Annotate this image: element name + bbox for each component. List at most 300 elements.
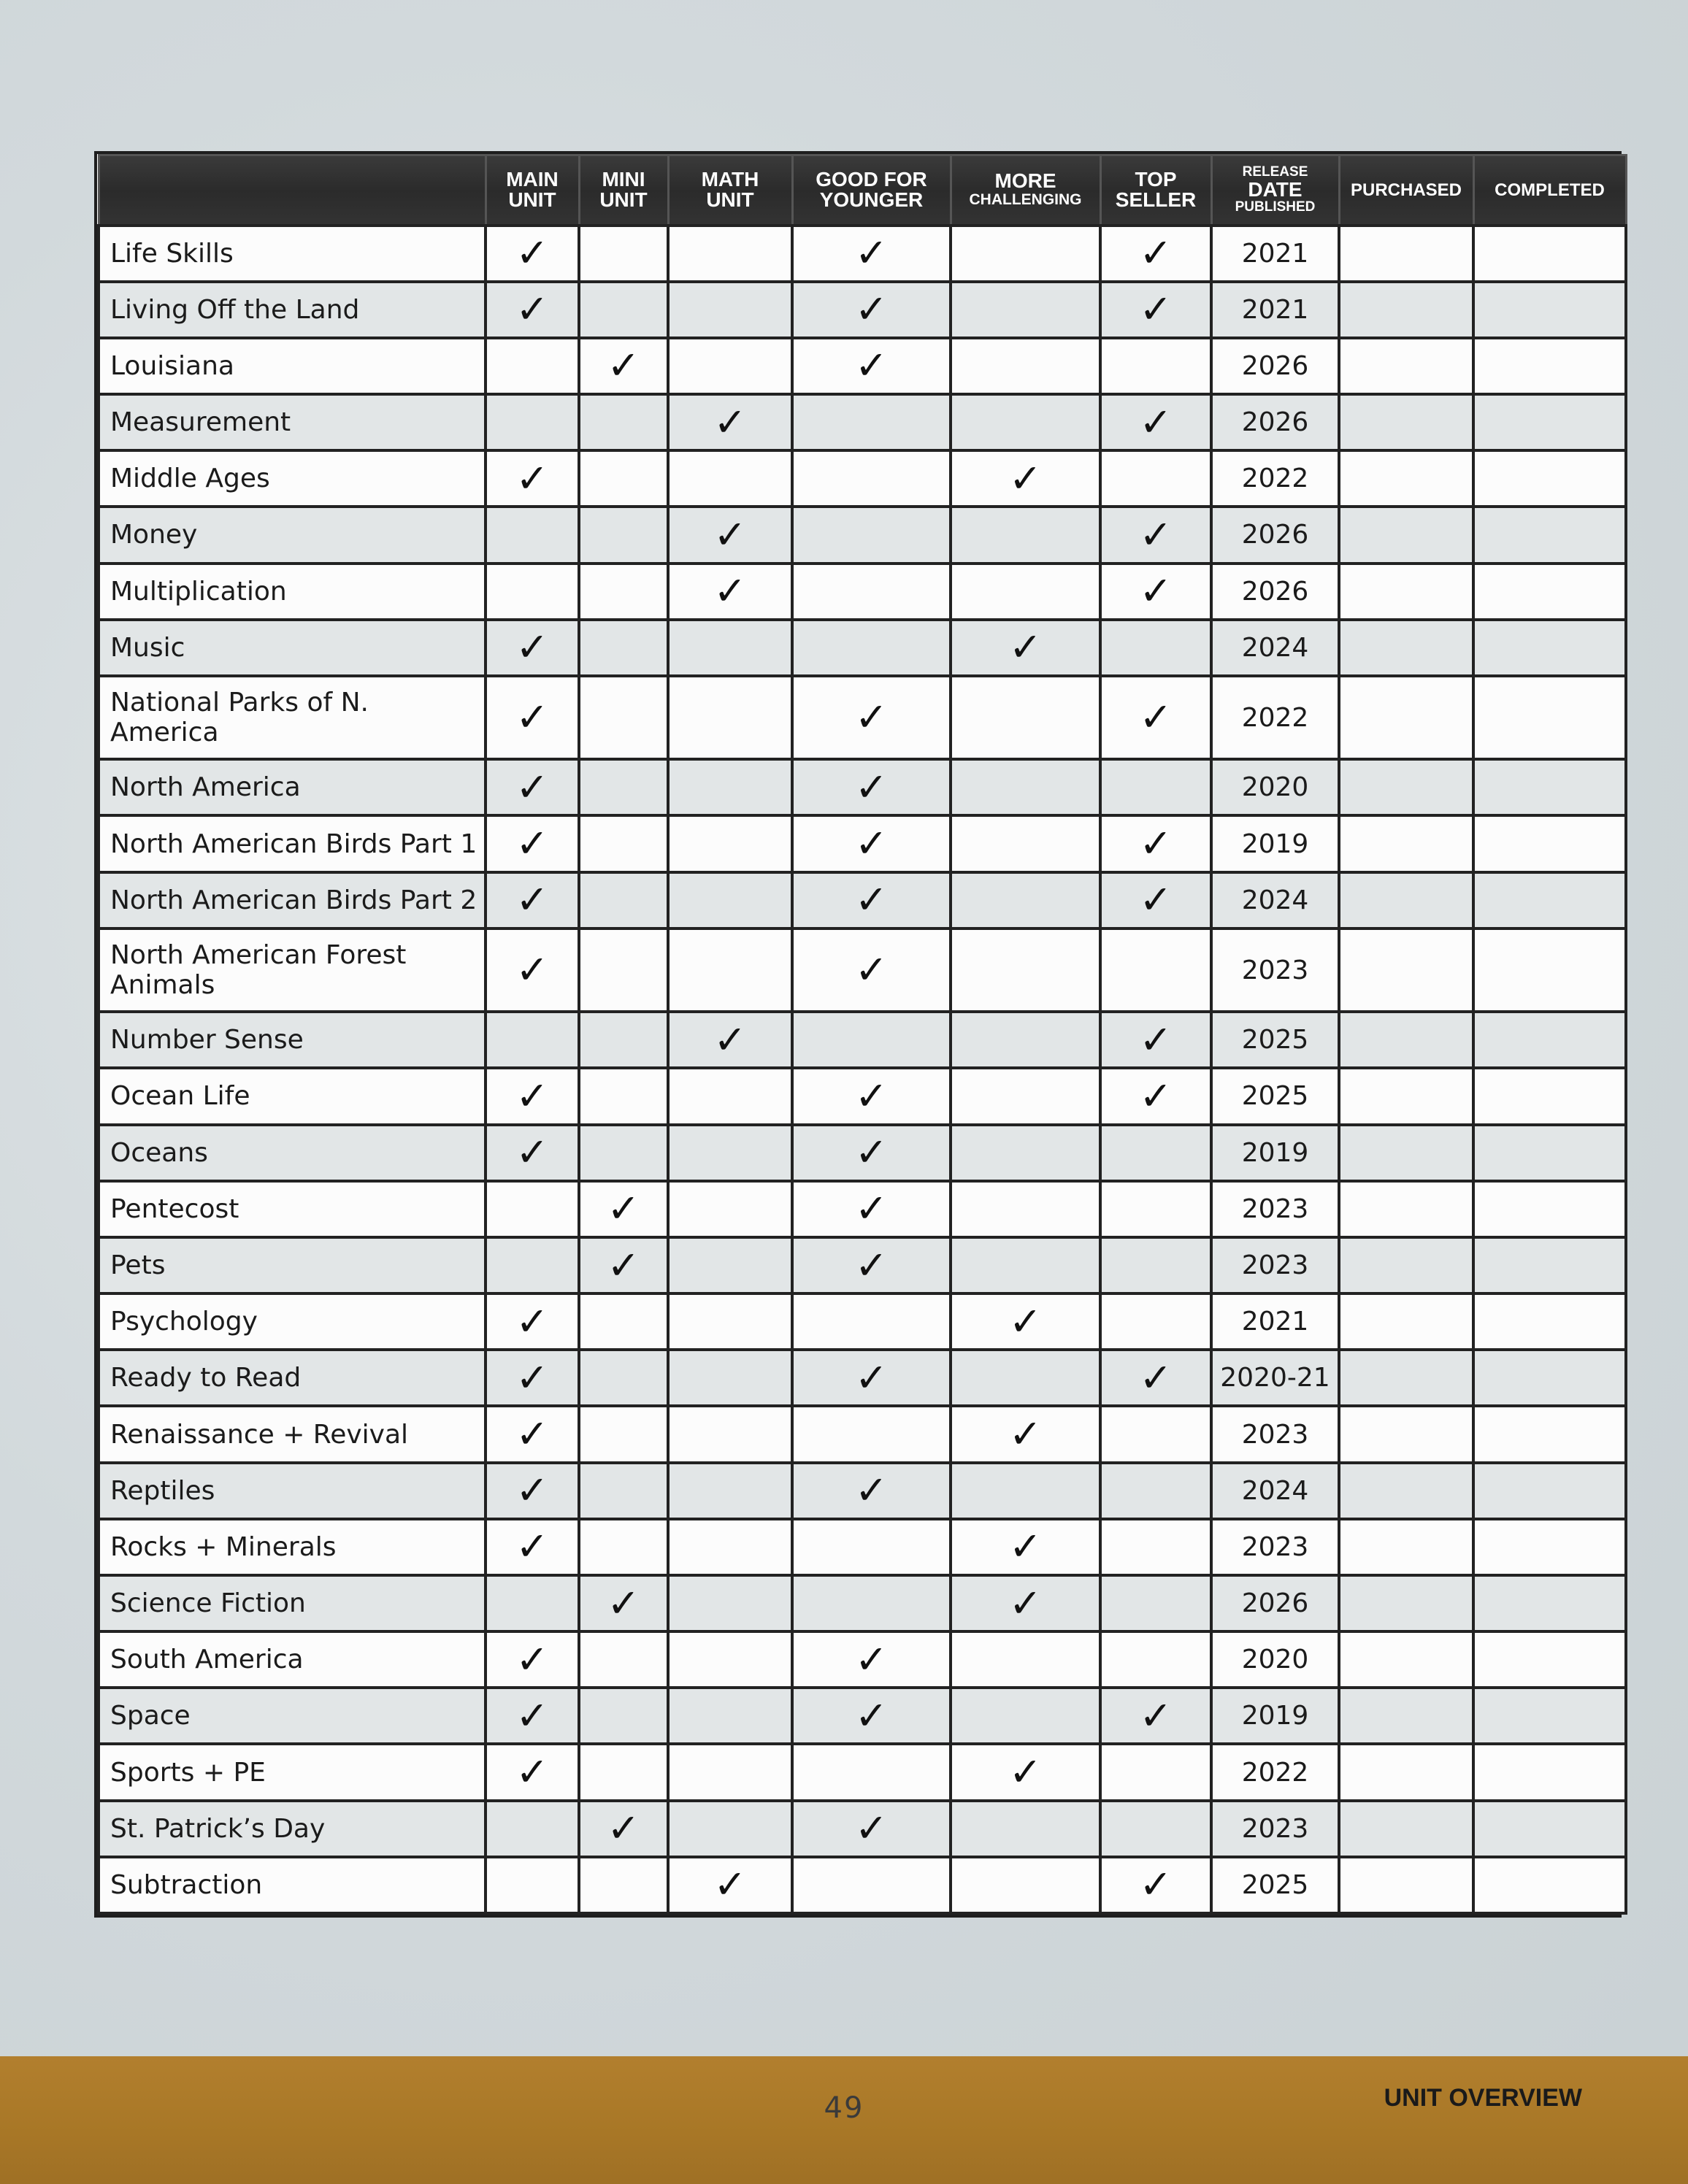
completed-checkbox-cell[interactable] [1473, 564, 1626, 620]
younger-cell [792, 1857, 951, 1913]
purchased-checkbox-cell[interactable] [1339, 282, 1473, 338]
table-row [99, 564, 1626, 620]
checkmark-icon: ✓ [1139, 399, 1173, 445]
math-cell [668, 1012, 792, 1068]
mini-cell [579, 1125, 668, 1181]
completed-checkbox-cell[interactable] [1473, 1744, 1626, 1800]
table-row [99, 282, 1626, 338]
unit-name-cell: Measurement [99, 394, 486, 450]
math-cell [668, 450, 792, 507]
checkmark-icon: ✓ [854, 342, 889, 389]
unit-name-cell: Life Skills [99, 226, 486, 282]
checkmark-icon: ✓ [854, 1692, 889, 1739]
challenging-cell [951, 676, 1100, 759]
mini-cell [579, 928, 668, 1012]
release-date-cell: 2026 [1211, 338, 1339, 394]
top-cell [1100, 226, 1211, 282]
unit-name-cell: Science Fiction [99, 1575, 486, 1631]
completed-checkbox-cell[interactable] [1473, 928, 1626, 1012]
top-cell [1100, 1519, 1211, 1575]
completed-checkbox-cell[interactable] [1473, 1406, 1626, 1462]
younger-cell [792, 564, 951, 620]
checkmark-icon: ✓ [515, 286, 549, 333]
checkmark-icon: ✓ [1139, 1072, 1173, 1119]
top-cell [1100, 1068, 1211, 1124]
unit-table [97, 154, 1627, 1915]
younger-cell [792, 928, 951, 1012]
purchased-checkbox-cell[interactable] [1339, 1857, 1473, 1913]
mini-cell [579, 1688, 668, 1744]
younger-cell [792, 507, 951, 563]
purchased-checkbox-cell[interactable] [1339, 1237, 1473, 1293]
checkmark-icon: ✓ [1139, 1016, 1173, 1063]
table-row [99, 1688, 1626, 1744]
challenging-cell [951, 1519, 1100, 1575]
mini-cell [579, 1575, 668, 1631]
younger-cell [792, 1293, 951, 1350]
younger-cell [792, 872, 951, 928]
math-cell [668, 676, 792, 759]
top-cell [1100, 1575, 1211, 1631]
main-cell [486, 872, 579, 928]
challenging-cell [951, 282, 1100, 338]
release-date-cell: 2025 [1211, 1012, 1339, 1068]
younger-cell [792, 1463, 951, 1519]
checkmark-icon: ✓ [607, 1185, 640, 1232]
completed-checkbox-cell[interactable] [1473, 1519, 1626, 1575]
release-date-cell: 2023 [1211, 1519, 1339, 1575]
purchased-checkbox-cell[interactable] [1339, 872, 1473, 928]
challenging-cell [951, 620, 1100, 676]
checkmark-icon: ✓ [713, 568, 747, 615]
checkmark-icon: ✓ [1008, 455, 1043, 501]
purchased-checkbox-cell[interactable] [1339, 1463, 1473, 1519]
checkmark-icon: ✓ [607, 1580, 640, 1626]
unit-name-cell: North American Forest Animals [99, 928, 486, 1012]
header-row [99, 155, 1626, 226]
unit-name-cell: Louisiana [99, 338, 486, 394]
younger-cell [792, 1237, 951, 1293]
unit-overview-table [94, 151, 1622, 1918]
math-cell [668, 1237, 792, 1293]
table-row [99, 1857, 1626, 1913]
table-row [99, 507, 1626, 563]
checkmark-icon: ✓ [515, 1411, 549, 1458]
table-row [99, 1181, 1626, 1237]
challenging-cell [951, 1688, 1100, 1744]
main-cell [486, 564, 579, 620]
completed-checkbox-cell[interactable] [1473, 450, 1626, 507]
checkmark-icon: ✓ [1008, 1411, 1043, 1458]
challenging-cell [951, 394, 1100, 450]
purchased-checkbox-cell[interactable] [1339, 1012, 1473, 1068]
completed-checkbox-cell[interactable] [1473, 620, 1626, 676]
release-date-cell: 2020 [1211, 1631, 1339, 1688]
challenging-cell [951, 872, 1100, 928]
math-cell [668, 282, 792, 338]
main-cell [486, 394, 579, 450]
math-cell [668, 507, 792, 563]
main-cell [486, 1575, 579, 1631]
checkmark-icon: ✓ [1139, 1861, 1173, 1908]
table-row [99, 450, 1626, 507]
completed-checkbox-cell[interactable] [1473, 1181, 1626, 1237]
younger-cell [792, 1350, 951, 1406]
release-date-cell: 2023 [1211, 1181, 1339, 1237]
mini-cell [579, 1857, 668, 1913]
challenging-cell [951, 1857, 1100, 1913]
purchased-checkbox-cell[interactable] [1339, 394, 1473, 450]
checkmark-icon: ✓ [1008, 1749, 1043, 1796]
mini-cell [579, 676, 668, 759]
purchased-checkbox-cell[interactable] [1339, 1406, 1473, 1462]
unit-name-cell: Ocean Life [99, 1068, 486, 1124]
mini-cell [579, 226, 668, 282]
top-cell [1100, 676, 1211, 759]
challenging-cell [951, 1463, 1100, 1519]
release-date-cell: 2019 [1211, 815, 1339, 872]
younger-cell [792, 1519, 951, 1575]
release-date-cell: 2025 [1211, 1857, 1339, 1913]
checkmark-icon: ✓ [854, 286, 889, 333]
main-cell [486, 1293, 579, 1350]
main-cell [486, 928, 579, 1012]
mini-cell [579, 1463, 668, 1519]
release-date-cell: 2022 [1211, 450, 1339, 507]
release-date-cell: 2019 [1211, 1688, 1339, 1744]
main-cell [486, 1125, 579, 1181]
top-cell [1100, 564, 1211, 620]
mini-cell [579, 1068, 668, 1124]
challenging-cell [951, 564, 1100, 620]
purchased-checkbox-cell[interactable] [1339, 1293, 1473, 1350]
main-cell [486, 1801, 579, 1857]
release-date-cell: 2022 [1211, 1744, 1339, 1800]
purchased-checkbox-cell[interactable] [1339, 1181, 1473, 1237]
table-row [99, 676, 1626, 759]
challenging-cell [951, 928, 1100, 1012]
purchased-checkbox-cell[interactable] [1339, 815, 1473, 872]
unit-name-cell: North American Birds Part 1 [99, 815, 486, 872]
younger-cell [792, 620, 951, 676]
top-cell [1100, 1350, 1211, 1406]
mini-cell [579, 507, 668, 563]
checkmark-icon: ✓ [1008, 1580, 1043, 1626]
release-date-cell: 2024 [1211, 620, 1339, 676]
main-cell [486, 1519, 579, 1575]
header-mini-unit: MINI UNIT [579, 155, 668, 226]
table-row [99, 872, 1626, 928]
checkmark-icon: ✓ [854, 1185, 889, 1232]
purchased-checkbox-cell[interactable] [1339, 1801, 1473, 1857]
unit-name-cell: Pets [99, 1237, 486, 1293]
release-date-cell: 2025 [1211, 1068, 1339, 1124]
section-title: UNIT OVERVIEW [1384, 2084, 1582, 2112]
header-release-date: RELEASE DATE PUBLISHED [1211, 155, 1339, 226]
completed-checkbox-cell[interactable] [1473, 226, 1626, 282]
mini-cell [579, 1801, 668, 1857]
unit-name-cell: Reptiles [99, 1463, 486, 1519]
table-body [99, 226, 1626, 1914]
younger-cell [792, 1801, 951, 1857]
release-date-cell: 2023 [1211, 1406, 1339, 1462]
main-cell [486, 1012, 579, 1068]
main-cell [486, 450, 579, 507]
page-number: 49 [824, 2091, 864, 2125]
younger-cell [792, 1688, 951, 1744]
completed-checkbox-cell[interactable] [1473, 815, 1626, 872]
math-cell [668, 928, 792, 1012]
checkmark-icon: ✓ [854, 1636, 889, 1683]
math-cell [668, 1857, 792, 1913]
checkmark-icon: ✓ [515, 694, 549, 741]
completed-checkbox-cell[interactable] [1473, 1631, 1626, 1688]
table-row [99, 1237, 1626, 1293]
header-completed: COMPLETED [1473, 155, 1626, 226]
header-good-for-younger: GOOD FOR YOUNGER [792, 155, 951, 226]
completed-checkbox-cell[interactable] [1473, 1463, 1626, 1519]
purchased-checkbox-cell[interactable] [1339, 1744, 1473, 1800]
checkmark-icon: ✓ [854, 230, 889, 277]
release-date-cell: 2026 [1211, 564, 1339, 620]
unit-name-cell: Multiplication [99, 564, 486, 620]
math-cell [668, 1293, 792, 1350]
table-row [99, 815, 1626, 872]
challenging-cell [951, 1631, 1100, 1688]
main-cell [486, 1688, 579, 1744]
release-date-cell: 2021 [1211, 1293, 1339, 1350]
top-cell [1100, 1406, 1211, 1462]
completed-checkbox-cell[interactable] [1473, 1857, 1626, 1913]
challenging-cell [951, 1801, 1100, 1857]
purchased-checkbox-cell[interactable] [1339, 1068, 1473, 1124]
release-date-cell: 2023 [1211, 1801, 1339, 1857]
checkmark-icon: ✓ [1008, 1523, 1043, 1570]
younger-cell [792, 226, 951, 282]
challenging-cell [951, 226, 1100, 282]
challenging-cell [951, 1237, 1100, 1293]
purchased-checkbox-cell[interactable] [1339, 759, 1473, 815]
unit-name-cell: Rocks + Minerals [99, 1519, 486, 1575]
younger-cell [792, 1012, 951, 1068]
unit-name-cell: South America [99, 1631, 486, 1688]
purchased-checkbox-cell[interactable] [1339, 338, 1473, 394]
table-row [99, 1801, 1626, 1857]
completed-checkbox-cell[interactable] [1473, 1237, 1626, 1293]
header-unit-name [99, 155, 486, 226]
challenging-cell [951, 1125, 1100, 1181]
completed-checkbox-cell[interactable] [1473, 1012, 1626, 1068]
checkmark-icon: ✓ [854, 694, 889, 741]
challenging-cell [951, 338, 1100, 394]
unit-name-cell: St. Patrick’s Day [99, 1801, 486, 1857]
checkmark-icon: ✓ [515, 1467, 549, 1514]
purchased-checkbox-cell[interactable] [1339, 620, 1473, 676]
table-row [99, 1406, 1626, 1462]
math-cell [668, 872, 792, 928]
top-cell [1100, 1237, 1211, 1293]
math-cell [668, 1463, 792, 1519]
math-cell [668, 338, 792, 394]
checkmark-icon: ✓ [607, 1805, 640, 1852]
main-cell [486, 815, 579, 872]
checkmark-icon: ✓ [1139, 568, 1173, 615]
purchased-checkbox-cell[interactable] [1339, 1350, 1473, 1406]
unit-name-cell: North America [99, 759, 486, 815]
table-row [99, 394, 1626, 450]
table-header [99, 155, 1626, 226]
younger-cell [792, 1631, 951, 1688]
release-date-cell: 2023 [1211, 928, 1339, 1012]
purchased-checkbox-cell[interactable] [1339, 1688, 1473, 1744]
challenging-cell [951, 1406, 1100, 1462]
younger-cell [792, 1068, 951, 1124]
purchased-checkbox-cell[interactable] [1339, 507, 1473, 563]
main-cell [486, 1181, 579, 1237]
challenging-cell [951, 1068, 1100, 1124]
top-cell [1100, 338, 1211, 394]
mini-cell [579, 620, 668, 676]
mini-cell [579, 1181, 668, 1237]
challenging-cell [951, 1744, 1100, 1800]
completed-checkbox-cell[interactable] [1473, 1575, 1626, 1631]
top-cell [1100, 1744, 1211, 1800]
checkmark-icon: ✓ [515, 1298, 549, 1345]
unit-name-cell: Pentecost [99, 1181, 486, 1237]
table-row [99, 1293, 1626, 1350]
release-date-cell: 2026 [1211, 507, 1339, 563]
unit-name-cell: Middle Ages [99, 450, 486, 507]
purchased-checkbox-cell[interactable] [1339, 1631, 1473, 1688]
math-cell [668, 394, 792, 450]
completed-checkbox-cell[interactable] [1473, 1350, 1626, 1406]
main-cell [486, 676, 579, 759]
purchased-checkbox-cell[interactable] [1339, 1519, 1473, 1575]
math-cell [668, 1631, 792, 1688]
release-date-cell: 2020 [1211, 759, 1339, 815]
top-cell [1100, 1293, 1211, 1350]
checkmark-icon: ✓ [1139, 286, 1173, 333]
main-cell [486, 226, 579, 282]
main-cell [486, 1068, 579, 1124]
table-row [99, 1575, 1626, 1631]
mini-cell [579, 1631, 668, 1688]
checkmark-icon: ✓ [515, 820, 549, 867]
completed-checkbox-cell[interactable] [1473, 1293, 1626, 1350]
completed-checkbox-cell[interactable] [1473, 1068, 1626, 1124]
checkmark-icon: ✓ [854, 1072, 889, 1119]
mini-cell [579, 564, 668, 620]
younger-cell [792, 759, 951, 815]
purchased-checkbox-cell[interactable] [1339, 928, 1473, 1012]
purchased-checkbox-cell[interactable] [1339, 564, 1473, 620]
top-cell [1100, 1012, 1211, 1068]
purchased-checkbox-cell[interactable] [1339, 1575, 1473, 1631]
top-cell [1100, 1631, 1211, 1688]
top-cell [1100, 507, 1211, 563]
math-cell [668, 226, 792, 282]
top-cell [1100, 1801, 1211, 1857]
checkmark-icon: ✓ [607, 1242, 640, 1288]
completed-checkbox-cell[interactable] [1473, 1125, 1626, 1181]
challenging-cell [951, 815, 1100, 872]
checkmark-icon: ✓ [515, 455, 549, 501]
challenging-cell [951, 759, 1100, 815]
checkmark-icon: ✓ [607, 342, 640, 389]
mini-cell [579, 394, 668, 450]
mini-cell [579, 872, 668, 928]
checkmark-icon: ✓ [515, 1354, 549, 1401]
release-date-cell: 2019 [1211, 1125, 1339, 1181]
math-cell [668, 759, 792, 815]
unit-name-cell: North American Birds Part 2 [99, 872, 486, 928]
checkmark-icon: ✓ [515, 947, 549, 993]
younger-cell [792, 1125, 951, 1181]
completed-checkbox-cell[interactable] [1473, 282, 1626, 338]
completed-checkbox-cell[interactable] [1473, 676, 1626, 759]
completed-checkbox-cell[interactable] [1473, 507, 1626, 563]
purchased-checkbox-cell[interactable] [1339, 676, 1473, 759]
release-date-cell: 2022 [1211, 676, 1339, 759]
checkmark-icon: ✓ [515, 764, 549, 810]
unit-name-cell: Number Sense [99, 1012, 486, 1068]
completed-checkbox-cell[interactable] [1473, 872, 1626, 928]
table-row [99, 1631, 1626, 1688]
unit-name-cell: National Parks of N. America [99, 676, 486, 759]
checkmark-icon: ✓ [713, 399, 747, 445]
mini-cell [579, 1293, 668, 1350]
checkmark-icon: ✓ [854, 1242, 889, 1288]
top-cell [1100, 759, 1211, 815]
checkmark-icon: ✓ [515, 1692, 549, 1739]
release-date-cell: 2026 [1211, 1575, 1339, 1631]
main-cell [486, 1463, 579, 1519]
top-cell [1100, 1857, 1211, 1913]
mini-cell [579, 815, 668, 872]
header-main-unit: MAIN UNIT [486, 155, 579, 226]
younger-cell [792, 394, 951, 450]
table-row [99, 1012, 1626, 1068]
completed-checkbox-cell[interactable] [1473, 338, 1626, 394]
math-cell [668, 815, 792, 872]
completed-checkbox-cell[interactable] [1473, 759, 1626, 815]
unit-name-cell: Sports + PE [99, 1744, 486, 1800]
top-cell [1100, 1463, 1211, 1519]
younger-cell [792, 338, 951, 394]
checkmark-icon: ✓ [515, 1636, 549, 1683]
purchased-checkbox-cell[interactable] [1339, 1125, 1473, 1181]
top-cell [1100, 450, 1211, 507]
main-cell [486, 1744, 579, 1800]
header-top-seller: TOP SELLER [1100, 155, 1211, 226]
table-row [99, 1068, 1626, 1124]
math-cell [668, 1068, 792, 1124]
completed-checkbox-cell[interactable] [1473, 1801, 1626, 1857]
checkmark-icon: ✓ [1139, 820, 1173, 867]
math-cell [668, 1406, 792, 1462]
math-cell [668, 1801, 792, 1857]
purchased-checkbox-cell[interactable] [1339, 450, 1473, 507]
completed-checkbox-cell[interactable] [1473, 394, 1626, 450]
checkmark-icon: ✓ [1139, 877, 1173, 923]
unit-name-cell: Oceans [99, 1125, 486, 1181]
main-cell [486, 620, 579, 676]
checkmark-icon: ✓ [1139, 694, 1173, 741]
purchased-checkbox-cell[interactable] [1339, 226, 1473, 282]
completed-checkbox-cell[interactable] [1473, 1688, 1626, 1744]
checkmark-icon: ✓ [1008, 624, 1043, 671]
main-cell [486, 1406, 579, 1462]
